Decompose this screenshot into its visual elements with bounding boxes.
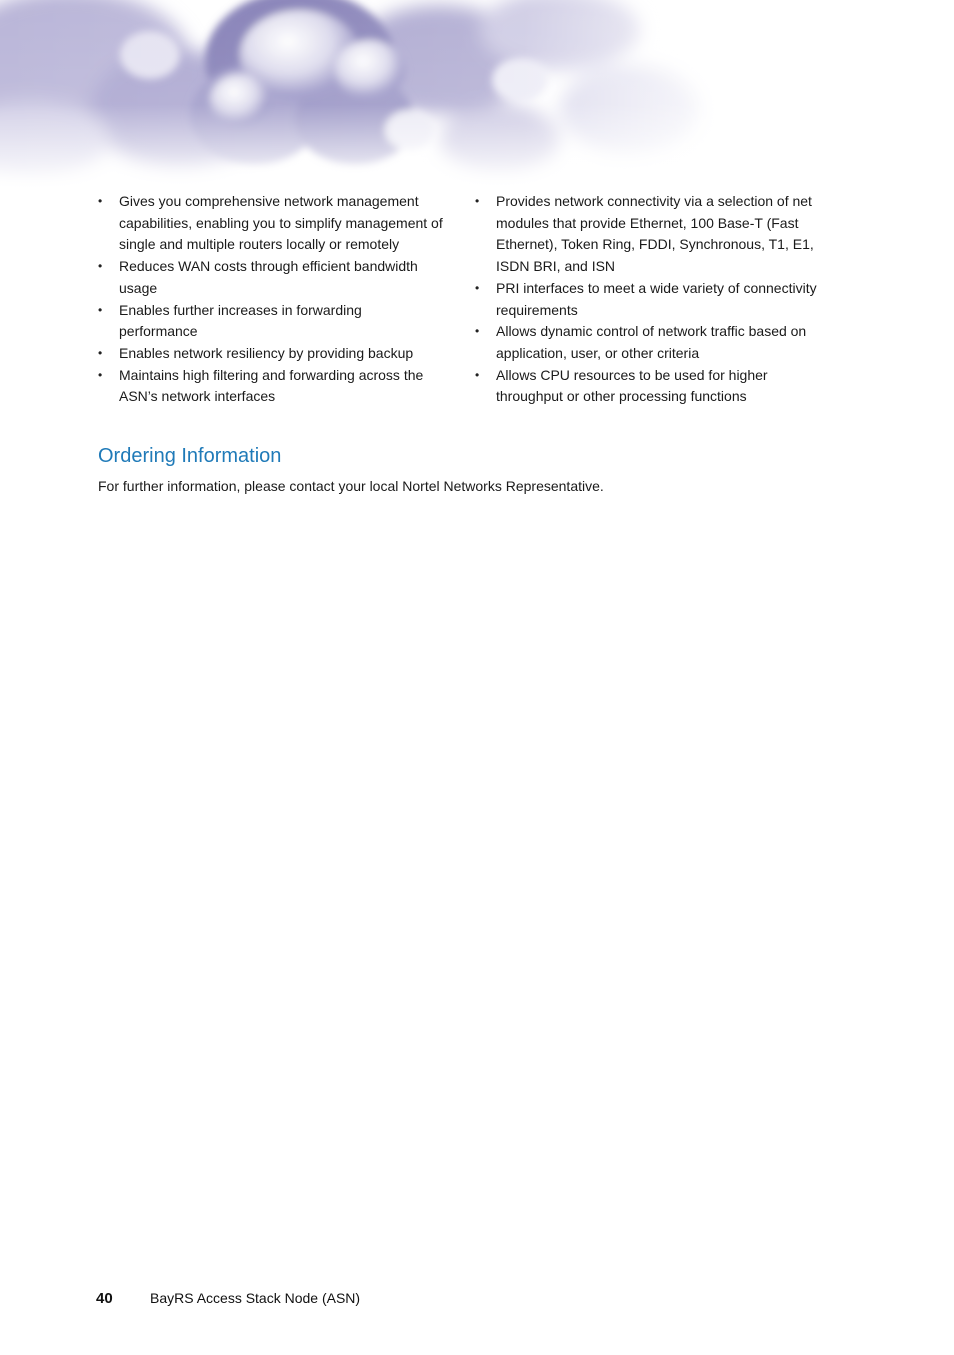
list-item [98, 365, 443, 408]
list-item-text: Reduces WAN costs through efficient bandwidth usage [119, 258, 418, 296]
bullet-icon: • [98, 194, 103, 208]
bullet-icon: • [98, 345, 103, 360]
list-item-text: PRI interfaces to meet a wide variety of connectivity requirements [496, 279, 817, 318]
bullet-icon: • [475, 280, 480, 295]
list-item [98, 191, 443, 256]
list-item-text: Allows CPU resources to be used for higher throughput or other processing functions [496, 366, 768, 405]
list-item-text: Enables further increases in forwarding performance [119, 301, 362, 340]
page-number: 40 [96, 1290, 113, 1307]
bullet-icon: • [475, 367, 480, 382]
bullet-icon: • [98, 302, 103, 317]
list-item [98, 343, 443, 365]
bullet-icon: • [475, 194, 480, 208]
header-banner-image [0, 0, 954, 190]
list-item-text: Allows dynamic control of network traffic based on application, user, or other criteria [496, 323, 807, 361]
list-item-text: Maintains high filtering and forwarding across the ASN’s network interfaces [119, 366, 424, 405]
list-item [475, 278, 820, 321]
feature-list-right [475, 191, 820, 408]
list-item [98, 256, 443, 299]
list-item-text: Enables network resiliency by providing backup [119, 344, 414, 361]
list-item [475, 191, 820, 278]
list-item-text: Provides network connectivity via a selection of net modules that provide Ethernet, 100 Base-T (Fast Ethernet), Token Ring, FDDI, Synchronous, T1, E1, ISDN BRI, and ISN [496, 193, 814, 275]
list-item [98, 300, 443, 343]
bullet-icon: • [98, 367, 103, 382]
list-item [475, 321, 820, 364]
bullet-icon: • [98, 259, 103, 274]
list-item [475, 365, 820, 408]
footer-doc-title: BayRS Access Stack Node (ASN) [150, 1290, 361, 1306]
section-body-text: For further information, please contact your local Nortel Networks Representative. [98, 478, 604, 494]
list-item-text: Gives you comprehensive network management capabilities, enabling you to simplify management of single and multiple routers locally or remotely [119, 193, 443, 253]
feature-list-left [98, 191, 443, 408]
bullet-icon: • [475, 324, 480, 339]
section-heading: Ordering Information [98, 445, 282, 467]
